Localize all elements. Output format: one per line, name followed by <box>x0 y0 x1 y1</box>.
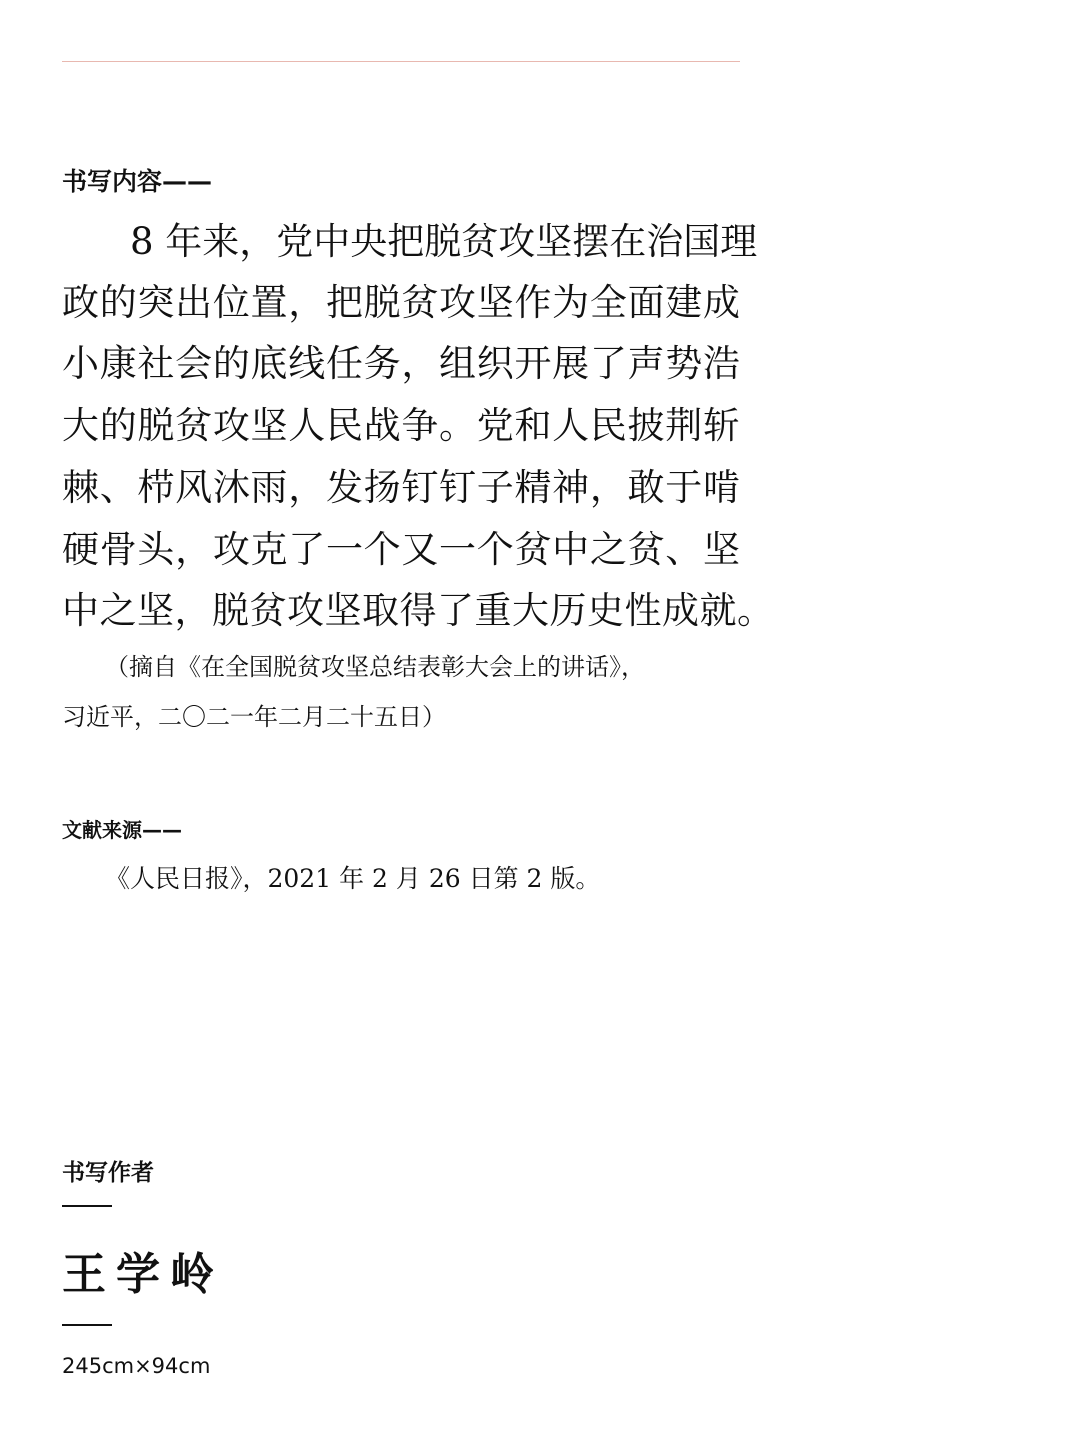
divider <box>62 1205 112 1207</box>
citation-line: （摘自《在全国脱贫攻坚总结表彰大会上的讲话》， <box>105 653 645 681</box>
body-line: 硬骨头，攻克了一个又一个贫中之贫、坚 <box>62 528 740 571</box>
body-line: 8 年来，党中央把脱贫攻坚摆在治国理 <box>130 220 758 263</box>
body-line: 棘、栉风沐雨，发扬钉钉子精神，敢于啃 <box>62 466 740 509</box>
author-name: 王学岭 <box>62 1249 224 1300</box>
divider <box>62 1324 112 1326</box>
content-heading: 书写内容—— <box>62 167 213 196</box>
source-heading: 文献来源—— <box>62 818 182 842</box>
source-text: 《人民日报》，2021 年 2 月 26 日第 2 版。 <box>105 864 601 893</box>
artwork-dimensions: 245cm×94cm <box>62 1354 211 1378</box>
body-line: 小康社会的底线任务，组织开展了声势浩 <box>62 342 740 385</box>
body-line: 大的脱贫攻坚人民战争。党和人民披荆斩 <box>62 404 740 447</box>
citation-line: 习近平，二〇二一年二月二十五日） <box>62 703 446 731</box>
author-heading: 书写作者 <box>62 1160 154 1186</box>
body-line: 政的突出位置，把脱贫攻坚作为全面建成 <box>62 281 740 324</box>
body-line: 中之坚，脱贫攻坚取得了重大历史性成就。 <box>62 589 775 632</box>
top-divider <box>62 61 740 62</box>
